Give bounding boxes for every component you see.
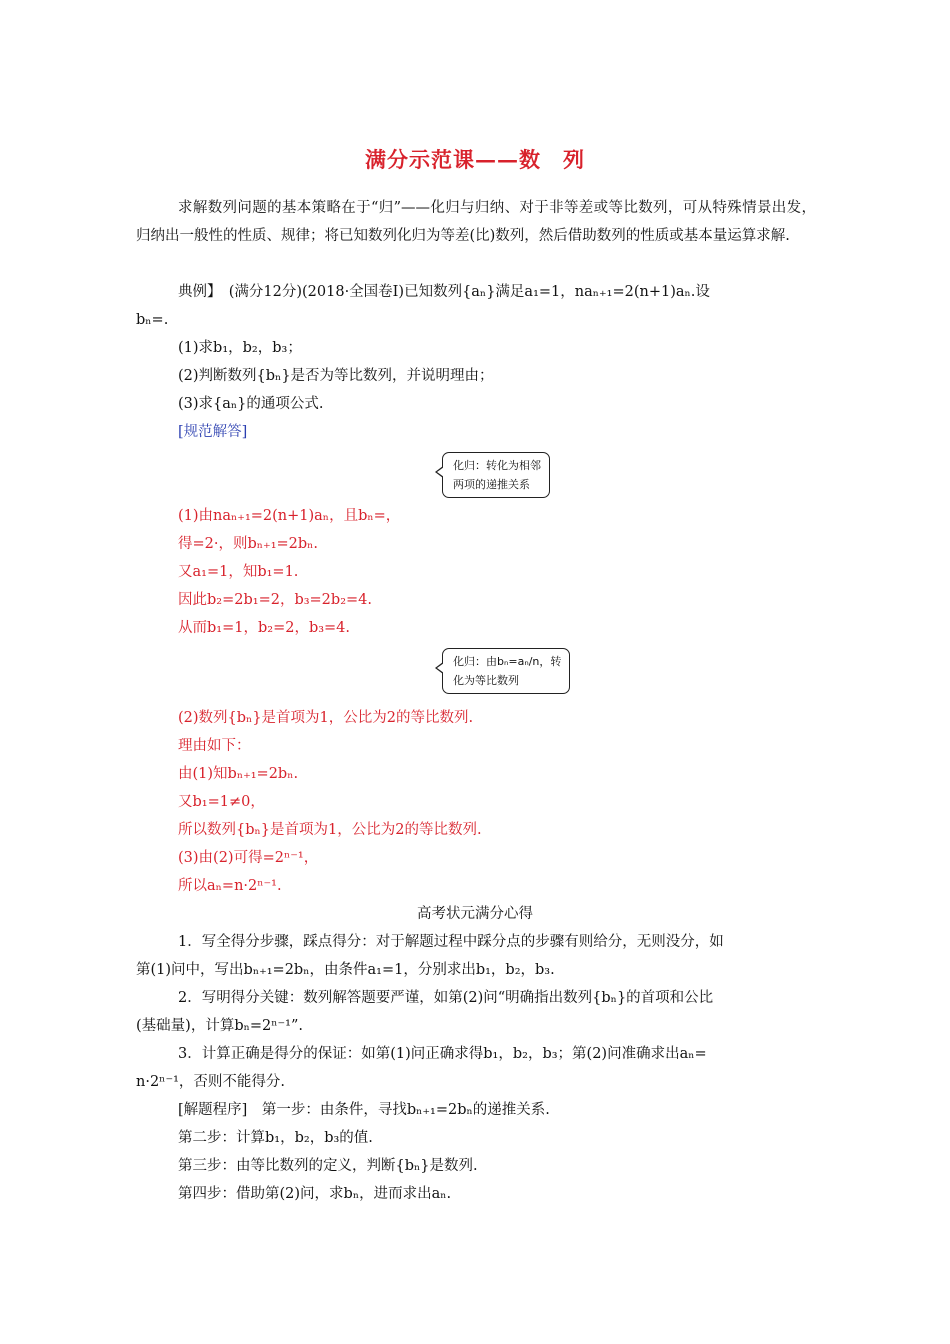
solution-3-line-1: (3)由(2)可得=2ⁿ⁻¹， [178,850,319,866]
procedure-step-3: 第三步：由等比数列的定义，判断{bₙ}是数列. [178,1158,478,1174]
question-3: (3)求{aₙ}的通项公式. [178,396,324,412]
page-title: 满分示范课——数 列 [365,147,585,172]
callout-1-line-2: 两项的递推关系 [453,478,530,491]
solution-2-line-4: 又b₁=1≠0， [178,794,265,810]
solution-2-line-3: 由(1)知bₙ₊₁=2bₙ. [178,766,299,782]
callout-note-2 [442,648,570,694]
solution-1-line-3: 又a₁=1，知b₁=1. [178,564,299,580]
callout-note-1 [442,452,550,498]
solution-1-line-5: 从而b₁=1，b₂=2，b₃=4. [178,620,351,636]
tip-2-line-2: (基础量)，计算bₙ=2ⁿ⁻¹”. [136,1018,304,1034]
tip-1-line-1: 1．写全得分步骤，踩点得分：对于解题过程中踩分点的步骤有则给分，无则没分，如 [178,934,724,950]
solution-1-line-1: (1)由naₙ₊₁=2(n+1)aₙ，且bₙ=， [178,508,401,524]
solution-2-line-1: (2)数列{bₙ}是首项为1，公比为2的等比数列. [178,710,474,726]
solution-2-line-2: 理由如下： [178,738,251,754]
tip-3-line-1: 3．计算正确是得分的保证：如第(1)问正确求得b₁，b₂，b₃；第(2)问准确求出aₙ= [178,1046,707,1062]
tip-2-line-1: 2．写明得分关键：数列解答题要严谨，如第(2)问“明确指出数列{bₙ}的首项和公比 [178,990,714,1006]
example-statement-cont: bₙ=. [136,312,169,328]
tips-heading: 高考状元满分心得 [417,906,533,922]
callout-2-line-1: 化归：由bₙ=aₙ/n，转 [453,655,562,668]
intro-paragraph: 求解数列问题的基本策略在于“归”——化归与归纳、对于非等差或等比数列，可从特殊情景出发，归纳出一般性的性质、规律；将已知数列化归为等差(比)数列，然后借助数列的性质或基本量运算求解. [136,200,816,244]
question-1: (1)求b₁，b₂，b₃； [178,340,302,356]
solution-label: [规范解答] [178,424,248,440]
solution-2-line-5: 所以数列{bₙ}是首项为1，公比为2的等比数列. [178,822,482,838]
solution-1-line-2: 得=2·，则bₙ₊₁=2bₙ. [178,536,319,552]
tip-1-line-2: 第(1)问中，写出bₙ₊₁=2bₙ，由条件a₁=1，分别求出b₁，b₂，b₃. [136,962,555,978]
callout-1-line-1: 化归：转化为相邻 [453,459,541,472]
procedure-step-4: 第四步：借助第(2)问，求bₙ，进而求出aₙ. [178,1186,452,1202]
procedure-step-2: 第二步：计算b₁，b₂，b₃的值. [178,1130,373,1146]
procedure-step-1: [解题程序] 第一步：由条件，寻找bₙ₊₁=2bₙ的递推关系. [178,1102,550,1118]
example-statement: 典例】 (满分12分)(2018·全国卷Ⅰ)已知数列{aₙ}满足a₁=1，naₙ₊₁=2(n+1)aₙ.设 [178,284,710,300]
tip-3-line-2: n·2ⁿ⁻¹，否则不能得分. [136,1074,286,1090]
solution-3-line-2: 所以aₙ=n·2ⁿ⁻¹. [178,878,282,894]
callout-2-line-2: 化为等比数列 [453,674,519,687]
question-2: (2)判断数列{bₙ}是否为等比数列，并说明理由； [178,368,494,384]
solution-1-line-4: 因此b₂=2b₁=2，b₃=2b₂=4. [178,592,372,608]
